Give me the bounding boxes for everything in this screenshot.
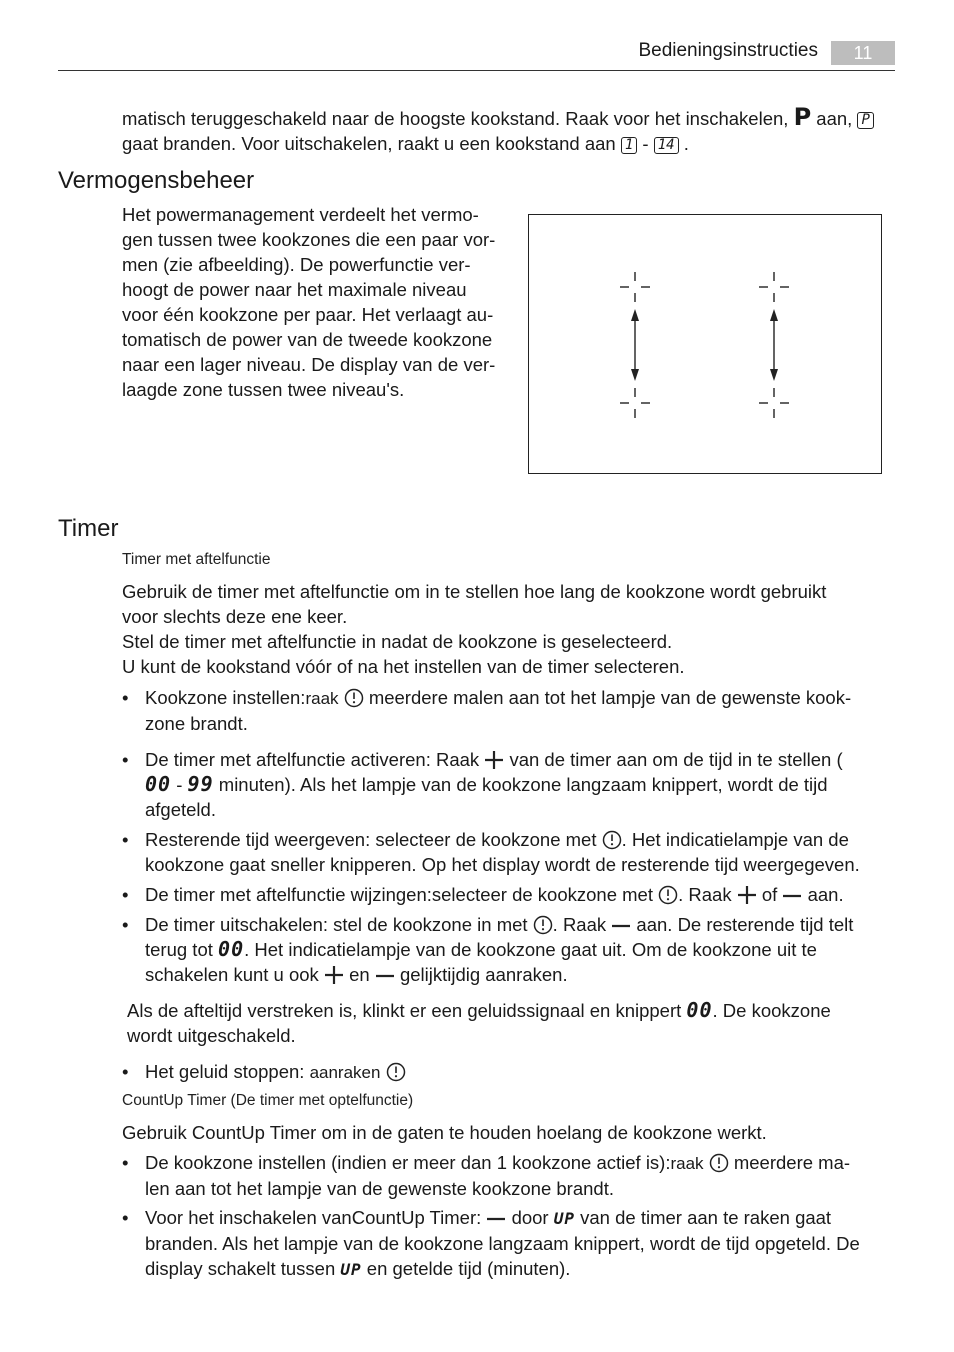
minus-icon [375, 965, 395, 985]
power-line: voor één kookzone per paar. Het verlaagt au- [122, 304, 494, 325]
arrow-up-right [770, 309, 778, 321]
plus-icon [324, 965, 344, 985]
intro-line-1: matisch teruggeschakeld naar de hoogste kookstand. Raak voor het inschakelen, P aan, P [122, 105, 902, 131]
display-00: 00 [686, 998, 713, 1022]
zone-pair-left [620, 272, 650, 418]
display-up: UP [340, 1260, 362, 1279]
header-section-title: Bedieningsinstructies [638, 40, 818, 61]
countdown-expired-paragraph: Als de afteltijd verstreken is, klinkt er een geluidssignaal en knippert 00. De kookzone wordt uitgeschakeld. [127, 998, 831, 1046]
header-rule [58, 70, 895, 71]
zone-pair-svg [529, 215, 881, 473]
power-line: Het powermanagement verdeelt het vermo- [122, 204, 479, 225]
power-line: gen tussen twee kookzones die een paar vor- [122, 229, 496, 250]
page-number: 11 [831, 41, 895, 65]
display-up: UP [553, 1209, 575, 1228]
intro-paragraph [122, 105, 902, 156]
plus-icon [484, 750, 504, 770]
timer-icon [709, 1153, 729, 1173]
power-p-display: P [857, 112, 873, 129]
countup-subheading: CountUp Timer (De timer met optelfunctie) [122, 1092, 414, 1109]
zone-marker-bottom-right [759, 388, 789, 418]
power-paragraph [122, 202, 512, 402]
power-line: men (zie afbeelding). De powerfunctie ver- [122, 254, 471, 275]
zone-marker-bottom-left [620, 388, 650, 418]
power-line: hoogt de power naar het maximale niveau [122, 279, 467, 300]
arrow-down-left [631, 369, 639, 381]
arrow-down-right [770, 369, 778, 381]
plus-icon [737, 885, 757, 905]
power-p-symbol: P [793, 103, 812, 131]
timer-heading: Timer [58, 515, 119, 542]
display-99: 99 [187, 772, 214, 796]
minus-icon [782, 885, 802, 905]
arrow-up-left [631, 309, 639, 321]
zone-pair-right [759, 272, 789, 418]
level-1-display: 1 [621, 137, 637, 154]
countup-intro: Gebruik CountUp Timer om in de gaten te houden hoelang de kookzone werkt. [122, 1122, 767, 1143]
cooking-zone-pair-diagram [528, 214, 882, 474]
zone-marker-top-left [620, 272, 650, 302]
power-line: naar een lager niveau. De display van de ver- [122, 354, 496, 375]
countdown-intro: Gebruik de timer met aftelfunctie om in te stellen hoe lang de kookzone wordt gebruikt voor slechts deze ene keer. Stel de timer met aftelfunctie in nadat de kookzone is geselecteerd. U kunt de kookstand vóór of na het instellen van de timer selecteren. [122, 581, 827, 677]
level-14-display: 14 [654, 137, 679, 154]
minus-icon [486, 1208, 506, 1228]
timer-icon [344, 688, 364, 708]
timer-icon [658, 885, 678, 905]
display-00: 00 [218, 937, 245, 961]
timer-icon [533, 915, 553, 935]
power-line: laagde zone tussen twee niveau's. [122, 379, 405, 400]
timer-icon [602, 830, 622, 850]
display-00: 00 [145, 772, 172, 796]
minus-icon [611, 915, 631, 935]
countdown-subheading: Timer met aftelfunctie [122, 551, 271, 568]
intro-line-2: gaat branden. Voor uitschakelen, raakt u een kookstand aan 1 - 14 . [122, 133, 689, 154]
power-heading: Vermogensbeheer [58, 167, 255, 194]
power-line: tomatisch de power van de tweede kookzone [122, 329, 493, 350]
zone-marker-top-right [759, 272, 789, 302]
timer-icon [386, 1062, 406, 1082]
